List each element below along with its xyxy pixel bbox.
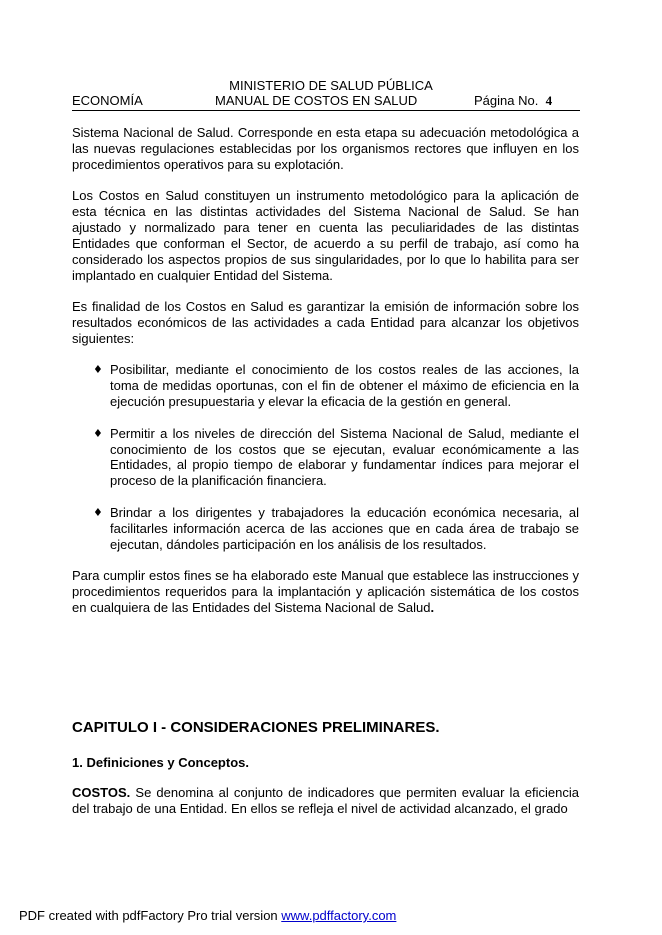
- costs-text: Se denomina al conjunto de indicadores que permiten evaluar la eficiencia del trabajo de una Entidad. En ellos se refleja el nivel de actividad alcanzado, el grado: [72, 785, 579, 816]
- paragraph: Es finalidad de los Costos en Salud es garantizar la emisión de información sobre los resultados económicos de las actividades a cada Entidad para alcanzar los objetivos siguientes:: [72, 299, 579, 346]
- paragraph: Los Costos en Salud constituyen un instrumento metodológico para la aplicación de esta técnica en las distintas actividades del Sistema Nacional de Salud. Se han ajustado y normalizado para tener en cuenta las peculiaridades de las distintas Entidades que conforman el Sector, de acuerdo a su perfil de trabajo, así como ha considerado los aspectos propios de sus singularidades, por lo que lo habilita para ser implantado en cualquier Entidad del Sistema.: [72, 188, 579, 283]
- pdf-footer: [19, 908, 396, 923]
- pdffactory-link[interactable]: www.pdffactory.com: [281, 908, 397, 923]
- list-item: [72, 362, 579, 410]
- footer-text: PDF created with pdfFactory Pro trial version: [19, 908, 282, 923]
- body-text: [72, 125, 579, 631]
- chapter-title: CAPITULO I - CONSIDERACIONES PRELIMINARES.: [72, 719, 440, 736]
- list-item-text: Permitir a los niveles de dirección del Sistema Nacional de Salud, mediante el conocimiento de los costos que se ejecutan, evaluar económicamente a las Entidades, al propio tiempo de elaborar y fundamentar índices para mejorar el proceso de la planificación financiera.: [110, 425, 579, 489]
- header-page-indicator: [474, 93, 552, 109]
- closing-text: Para cumplir estos fines se ha elaborado este Manual que establece las instrucciones y procedimientos requeridos para la implantación y aplicación sistemática de los costos en cualquiera de las Entidades del Sistema Nacional de Salud: [72, 567, 579, 615]
- costs-definition: [72, 785, 579, 817]
- list-item: [72, 426, 579, 490]
- header-section: ECONOMÍA: [72, 93, 143, 108]
- list-item-text: Brindar a los dirigentes y trabajadores la educación económica necesaria, al facilitarles información acerca de las acciones que en cada área de trabajo se ejecutan, dándoles participación en los análisis de los resultados.: [110, 504, 579, 552]
- closing-period: .: [430, 599, 435, 615]
- page-header: [72, 92, 580, 111]
- diamond-bullet-icon: ♦: [93, 426, 103, 440]
- diamond-bullet-icon: ♦: [93, 363, 103, 377]
- paragraph: Sistema Nacional de Salud. Corresponde en esta etapa su adecuación metodológica a las nuevas regulaciones establecidas por los organismos rectores que influyen en los procedimientos operativos para su explotación.: [72, 125, 579, 172]
- objectives-list: [72, 362, 579, 552]
- closing-paragraph: [72, 568, 579, 616]
- header-manual-title: MANUAL DE COSTOS EN SALUD: [215, 93, 418, 108]
- list-item: [72, 505, 579, 553]
- costs-term: COSTOS.: [72, 785, 131, 800]
- page-number: 4: [545, 93, 553, 108]
- list-item-text: Posibilitar, mediante el conocimiento de los costos reales de las acciones, la toma de medidas oportunas, con el fin de obtener el máximo de eficiencia en la ejecución presupuestaria y elevar la eficacia de la gestión en general.: [110, 362, 579, 410]
- section-title: 1. Definiciones y Conceptos.: [72, 755, 249, 770]
- page-label: Página No.: [474, 93, 539, 108]
- header-ministry: MINISTERIO DE SALUD PÚBLICA: [229, 78, 433, 93]
- diamond-bullet-icon: ♦: [93, 505, 103, 519]
